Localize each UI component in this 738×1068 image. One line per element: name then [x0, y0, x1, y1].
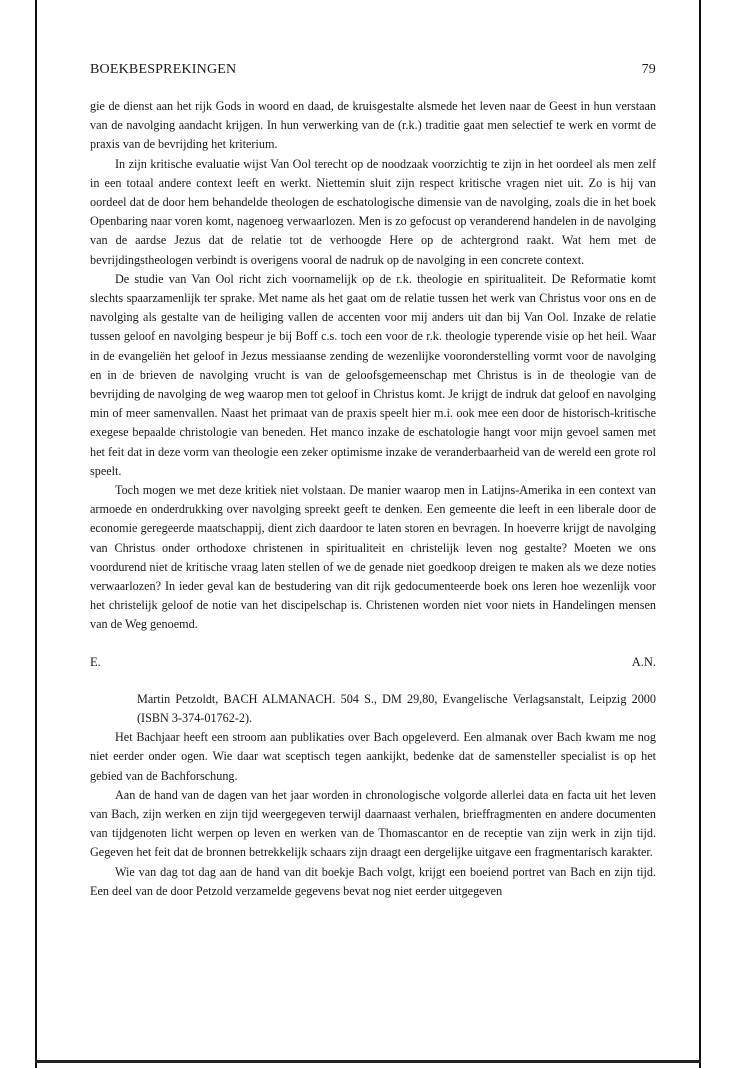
signature-left: E. [90, 654, 101, 669]
scan-edge-bottom [35, 1060, 701, 1063]
bibliographic-entry: Martin Petzoldt, BACH ALMANACH. 504 S., DM 29,80, Evangelische Verlagsanstalt, Leipzig 2000 (ISBN 3-374-01762-2). [137, 691, 656, 725]
running-head [90, 62, 656, 78]
signature-right: A.N. [631, 654, 656, 669]
paragraph: Aan de hand van de dagen van het jaar worden in chronologische volgorde allerlei data en facta uit het leven van Bach, zijn werken en zijn tijd weergegeven terwijl daarnaast verhalen, brieffragmenten en andere documenten van tijdgenoten licht werpen op leven en werken van de Thomascantor en de receptie van zijn werk in zijn tijd. Gegeven het feit dat de bronnen betrekkelijk schaars zijn draagt een dergelijke uitgave een fragmentarisch karakter. [90, 787, 656, 860]
section-title: BOEKBESPREKINGEN [90, 62, 237, 77]
review-bach-almanach [90, 690, 656, 901]
paragraph: Wie van dag tot dag aan de hand van dit boekje Bach volgt, krijgt een boeiend portret van Bach en zijn tijd. Een deel van de door Petzold verzamelde gegevens bevat nog niet eerder uitgegeven [90, 864, 656, 898]
paragraph: Toch mogen we met deze kritiek niet volstaan. De manier waarop men in Latijns-Amerika in een context van armoede en onderdrukking over navolging spreekt geeft te denken. Een gemeente die leeft in een liberale door de economie geregeerde maatschappij, dient zich daardoor te laten storen en bevragen. In hoeverre krijgt de navolging van Christus onder orthodoxe christenen in spiritualiteit en christelijk leven nog gestalte? Moeten we ons voordurend niet de kritische vraag laten stellen of we de genade niet goedkoop dreigen te maken als we deze noties verwaarlozen? In ieder geval kan de bestudering van dit rijk gedocumenteerde boek ons leren hoe wezenlijk voor het christelijk geloof de notie van het discipelschap is. Christenen worden niet voor niets in Handelingen mensen van de Weg genoemd. [90, 483, 656, 632]
review-van-ool [90, 97, 656, 670]
scan-edge-left [35, 0, 37, 1068]
review-signature [90, 655, 656, 670]
paragraph: gie de dienst aan het rijk Gods in woord en daad, de kruisgestalte alsmede het leven naar de Geest in hun verstaan van de navolging aandacht krijgen. In hun verwerking van de (r.k.) traditie gaat men selectief te werk en vormt de praxis van de bevrijding het kriterium. [90, 99, 656, 152]
scan-edge-right [699, 0, 701, 1068]
paragraph: Het Bachjaar heeft een stroom aan publikaties over Bach opgeleverd. Een almanak over Bach kwam me nog niet eerder onder ogen. Wie daar wat sceptisch tegen aankijkt, bedenke dat de samensteller specialist is op het gebied van de Bachforschung. [90, 730, 656, 783]
paragraph: In zijn kritische evaluatie wijst Van Ool terecht op de noodzaak voorzichtig te zijn in het oordeel als men zelf in een totaal andere context leeft en werkt. Niettemin sluit zijn respect kritische vragen niet uit. Zo is hij van oordeel dat de door hem behandelde theologen de eschatologische dimensie van de navolging, zoals die in het boek Openbaring naar voren komt, nagenoeg verwaarlozen. Men is zo gefocust op veranderend handelen in de navolging van de aardse Jezus dat de relatie tot de verhoogde Here op de achtergrond raakt. Wat hem met de bevrijdingstheologen verbindt is overigens vooral de nadruk op de navolging in een concrete context. [90, 156, 656, 267]
page-number: 79 [641, 62, 656, 77]
page-content [90, 62, 656, 901]
paragraph: De studie van Van Ool richt zich voornamelijk op de r.k. theologie en spiritualiteit. De Reformatie komt slechts spaarzamenlijk ter sprake. Met name als het gaat om de relatie tussen het werk van Christus voor ons en de navolging als gestalte van de heiliging vallen de accenten voor mij anders uit dan bij Van Ool. Inzake de relatie tussen geloof en navolging bespeur je bij Boff c.s. toch een voor de r.k. theologie typerende visie op het heil. Waar in de evangeliën het geloof in Jezus messiaanse zending de wezenlijke vooronderstelling vormt voor de navolging en in de brieven de navolging vrucht is van de geloofsgemeenschap met Christus is in de theologie van de bevrijding de navolging de weg waarop men tot geloof in Christus komt. Je krijgt de indruk dat geloof en navolging min of meer samenvallen. Naast het primaat van de praxis speelt hier m.i. ook mee een door de historisch-kritische exegese bepaalde christologie van beneden. Het manco inzake de eschatologie hangt voor mijn gevoel samen met het feit dat in deze vorm van theologie een zeker optimisme inzake de veranderbaarheid van de wereld een grote rol speelt. [90, 271, 656, 478]
